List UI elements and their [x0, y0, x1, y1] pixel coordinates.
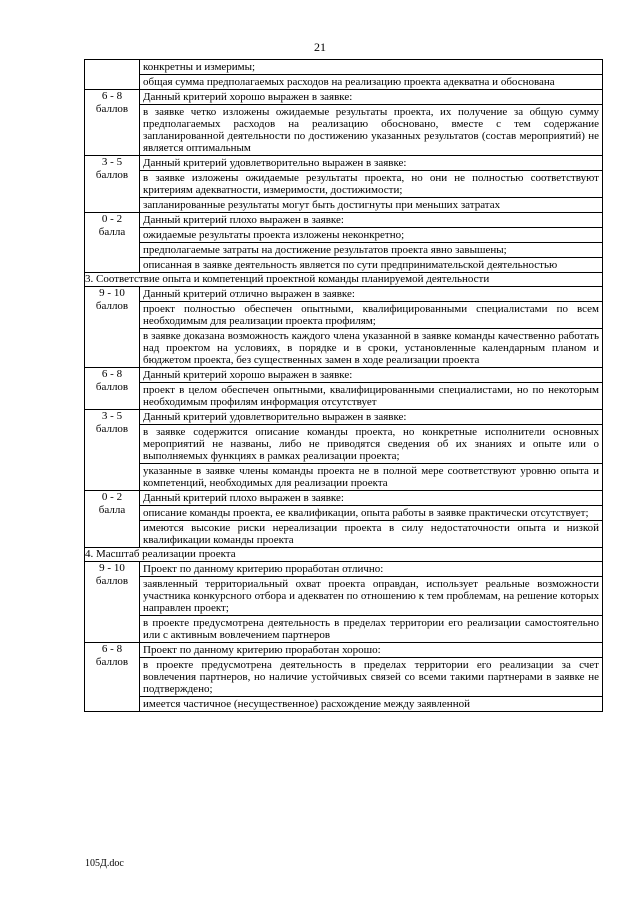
score-unit: баллов [95, 381, 129, 393]
criterion-heading: Данный критерий удовлетворительно выражен в заявке: [140, 410, 602, 425]
criterion-heading: Проект по данному критерию проработан отлично: [140, 562, 602, 577]
criterion-content-cell [140, 491, 603, 548]
section-header-row [85, 273, 603, 287]
score-range: 3 - 5 [101, 410, 123, 422]
criterion-content-cell [140, 90, 603, 156]
score-range: 0 - 2 [101, 491, 123, 503]
criterion-text: указанные в заявке члены команды проекта не в полной мере соответствуют уровню опыта и компетенций, необходимых для реализации проекта [143, 465, 599, 489]
score-range-cell [85, 90, 140, 156]
score-range-cell [85, 643, 140, 712]
criterion-text: в заявке изложены ожидаемые результаты проекта, но они не полностью соответствуют критериям адекватности, измеримости, достижимости; [140, 171, 602, 198]
criterion-row [85, 410, 603, 491]
criteria-table-body [85, 60, 603, 712]
score-range-cell [85, 368, 140, 410]
score-range: 6 - 8 [101, 368, 123, 380]
criterion-row [85, 287, 603, 368]
criteria-table [84, 59, 603, 712]
score-unit: баллов [95, 103, 129, 115]
criterion-text: предполагаемые затраты на достижение результатов проекта явно завышены; [140, 243, 602, 258]
criterion-content-cell [140, 562, 603, 643]
score-range: 9 - 10 [99, 562, 125, 574]
criterion-row [85, 90, 603, 156]
criterion-text: заявленный территориальный охват проекта оправдан, использует реальные возможности участника конкурсного отбора и адекватен по отношению к тем проблемам, на решение которых направлен проект; [140, 577, 602, 616]
criterion-row [85, 60, 603, 90]
criterion-text: общая сумма предполагаемых расходов на реализацию проекта адекватна и обоснована [143, 76, 555, 88]
criterion-text: описание команды проекта, ее квалификации, опыта работы в заявке практически отсутствует; [140, 506, 602, 521]
criterion-heading: Данный критерий хорошо выражен в заявке: [140, 368, 602, 383]
section-header-row [85, 548, 603, 562]
criterion-heading: Данный критерий хорошо выражен в заявке: [140, 90, 602, 105]
page-number: 21 [314, 40, 326, 54]
criterion-text: в проекте предусмотрена деятельность в пределах территории его реализации за счет вовлечения партнеров, но наличие устойчивых связей со всеми такими партнерами в заявке не подтверждено; [140, 658, 602, 697]
criterion-text: в проекте предусмотрена деятельность в пределах территории его реализации самостоятельно или с активным вовлечением партнеров [143, 617, 599, 641]
criterion-content-cell [140, 156, 603, 213]
criterion-row [85, 213, 603, 273]
score-range-cell [85, 491, 140, 548]
criterion-text: в заявке доказана возможность каждого члена указанной в заявке команды качественно работать над проектом на условиях, в порядке и в сроки, установленные календарным планом и бюджетом проекта, без существенных замен в ходе реализации проекта [143, 330, 599, 366]
criterion-row [85, 156, 603, 213]
criterion-text: запланированные результаты могут быть достигнуты при меньших затратах [143, 199, 501, 211]
criterion-text: конкретны и измеримы; [140, 60, 602, 75]
score-range-cell [85, 562, 140, 643]
criterion-content-cell [140, 287, 603, 368]
criterion-content-cell [140, 368, 603, 410]
criterion-heading: Данный критерий плохо выражен в заявке: [140, 491, 602, 506]
score-range-cell [85, 60, 140, 90]
criterion-row [85, 491, 603, 548]
criterion-content-cell [140, 60, 603, 90]
criterion-heading: Проект по данному критерию проработан хорошо: [140, 643, 602, 658]
section-title: 4. Масштаб реализации проекта [85, 548, 603, 562]
criterion-content-cell [140, 410, 603, 491]
criterion-text: имеется частичное (несущественное) расхождение между заявленной [143, 698, 470, 710]
score-unit: балла [98, 504, 126, 516]
score-unit: баллов [95, 423, 129, 435]
score-range: 3 - 5 [101, 156, 123, 168]
criterion-content-cell [140, 213, 603, 273]
section-title: 3. Соответствие опыта и компетенций проектной команды планируемой деятельности [85, 273, 603, 287]
criterion-text: в заявке содержится описание команды проекта, но конкретные исполнители основных мероприятий не названы, либо не приводятся сведения об их знаниях и опыте или о выполняемых функциях в рамках реализации проекта; [140, 425, 602, 464]
criterion-text: описанная в заявке деятельность является по сути предпринимательской деятельностью [143, 259, 558, 271]
criterion-row [85, 368, 603, 410]
criterion-text: проект полностью обеспечен опытными, квалифицированными специалистами по всем необходимым для реализации проекта профилям; [140, 302, 602, 329]
score-range: 6 - 8 [101, 90, 123, 102]
score-range-cell [85, 213, 140, 273]
criterion-heading: Данный критерий отлично выражен в заявке: [140, 287, 602, 302]
score-range: 9 - 10 [99, 287, 125, 299]
score-unit: балла [98, 226, 126, 238]
criterion-heading: Данный критерий плохо выражен в заявке: [140, 213, 602, 228]
criterion-text: в заявке четко изложены ожидаемые результаты проекта, их получение за общую сумму предполагаемых расходов на реализацию обосновано, вместе с тем содержание запланированной деятельности по достижению указанных результатов (состав мероприятий) не является оптимальным [143, 106, 599, 154]
score-range-cell [85, 410, 140, 491]
score-range-cell [85, 156, 140, 213]
criterion-row [85, 643, 603, 712]
criterion-text: проект в целом обеспечен опытными, квалифицированными специалистами, но по некоторым необходимым профилям информация отсутствует [143, 384, 599, 408]
criterion-text: имеются высокие риски нереализации проекта в силу недостаточности опыта и низкой квалификации команды проекта [143, 522, 599, 546]
score-unit: баллов [95, 575, 129, 587]
score-unit: баллов [95, 656, 129, 668]
score-unit: баллов [95, 169, 129, 181]
criterion-row [85, 562, 603, 643]
criterion-content-cell [140, 643, 603, 712]
score-range-cell [85, 287, 140, 368]
score-range: 6 - 8 [101, 643, 123, 655]
score-range: 0 - 2 [101, 213, 123, 225]
criterion-heading: Данный критерий удовлетворительно выражен в заявке: [140, 156, 602, 171]
footer-filename: 105Д.doc [85, 858, 124, 869]
score-unit: баллов [95, 300, 129, 312]
criterion-text: ожидаемые результаты проекта изложены неконкретно; [140, 228, 602, 243]
